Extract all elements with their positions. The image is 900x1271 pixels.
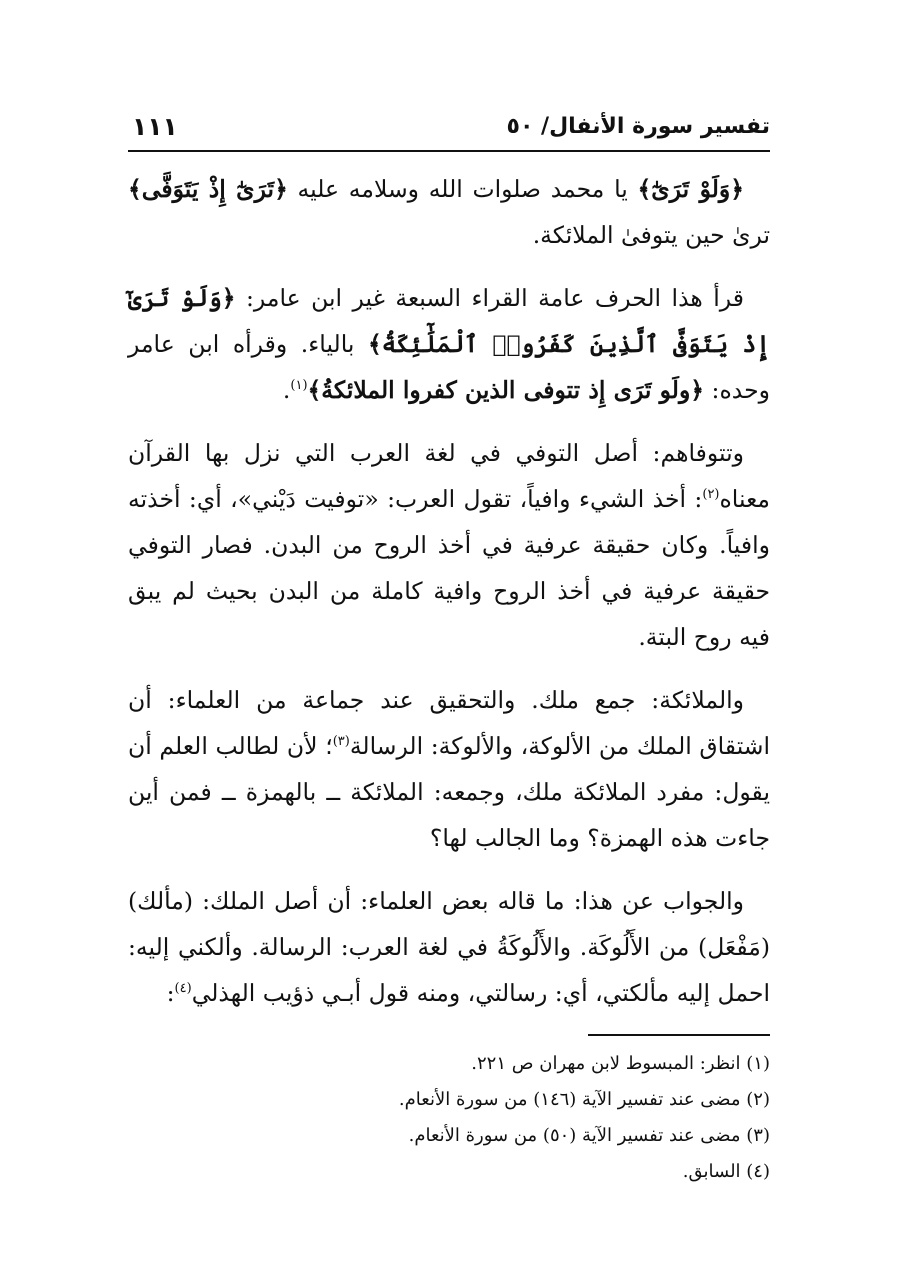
footnote-ref: (٤) <box>174 981 192 996</box>
paragraph-5 <box>128 878 770 1016</box>
text-run: وتتوفاهم: أصل التوفي في لغة العرب التي نزل بها القرآن معناه <box>128 439 770 513</box>
quran-quote: ﴿تَرَىٰٓ إِذْ يَتَوَفَّى﴾ <box>128 175 288 203</box>
footnote-4: (٤) السابق. <box>682 1161 770 1182</box>
text-run: ؛ لأن لطالب العلم أن يقول: مفرد الملائكة ملك، وجمعه: الملائكة ــ بالهمزة ــ فمن أين جاءت هذه الهمزة؟ وما الجالب لها؟ <box>128 732 770 852</box>
paragraph-4 <box>128 677 770 861</box>
footnote-1: (١) انظر: المبسوط لابن مهران ص ٢٢١. <box>471 1053 770 1074</box>
quran-quote: ﴿وَلَوْ تَرَىٰٓ إِذْ يَتَوَفَّى ٱلَّذِينَ كَفَرُوا۟ ٱلْمَلَٰٓئِكَةُ﴾ <box>128 284 770 358</box>
paragraph-1 <box>128 166 770 258</box>
quran-quote: ﴿ولَو تَرَى إِذ تتوفى الذين كفروا الملائكةُ﴾ <box>307 376 705 404</box>
text-run: . <box>282 376 291 404</box>
book-page <box>128 112 771 1182</box>
footnote-ref: (٣) <box>332 734 350 749</box>
footnote-3: (٣) مضى عند تفسير الآية (٥٠) من سورة الأنعام. <box>408 1125 770 1146</box>
text-run: يا محمد صلوات الله وسلامه عليه <box>287 175 638 203</box>
text-run: : أخذ الشيء وافياً، تقول العرب: «توفيت دَيْني»، أي: أخذته وافياً. وكان حقيقة عرفية في أخذ الروح من البدن. فصار التوفي حقيقة عرفية في أخذ الروح وافية كاملة من البدن بحيث لم يبق فيه روح البتة. <box>128 485 770 651</box>
footnote-2: (٢) مضى عند تفسير الآية (١٤٦) من سورة الأنعام. <box>398 1089 770 1110</box>
footnote-ref: (٢) <box>702 487 720 502</box>
text-run: والجواب عن هذا: ما قاله بعض العلماء: أن أصل الملك: (مألك) (مَفْعَل) من الأَلُوكَة. والأَلُوكَةُ في لغة العرب: الرسالة. وألكني إليه: احمل إليه مألكتي، أي: رسالتي، ومنه قول أبـي ذؤيب الهذلي <box>128 887 770 1007</box>
text-run: : <box>166 979 175 1007</box>
page-header <box>128 112 770 152</box>
text-run: والملائكة: جمع ملك. والتحقيق عند جماعة من العلماء: أن اشتقاق الملك من الألوكة، والألوكة: الرسالة <box>128 686 771 760</box>
page-body <box>128 166 770 1190</box>
text-run: قرأ هذا الحرف عامة القراء السبعة غير ابن عامر: <box>235 284 744 312</box>
text-run: بالياء. وقرأه ابن عامر وحده: <box>128 330 770 404</box>
running-title: تفسير سورة الأنفال/ ٥٠ <box>506 114 770 139</box>
text-run: ترىٰ حين يتوفىٰ الملائكة. <box>532 221 770 249</box>
quran-quote: ﴿وَلَوْ تَرَىٰٓ﴾ <box>637 175 744 203</box>
footnote-ref: (١) <box>290 378 308 393</box>
page-number: ١١١ <box>132 112 178 141</box>
footnote-divider <box>588 1034 770 1036</box>
footnotes <box>128 1046 770 1190</box>
paragraph-2 <box>128 275 770 413</box>
paragraph-3 <box>128 430 770 660</box>
